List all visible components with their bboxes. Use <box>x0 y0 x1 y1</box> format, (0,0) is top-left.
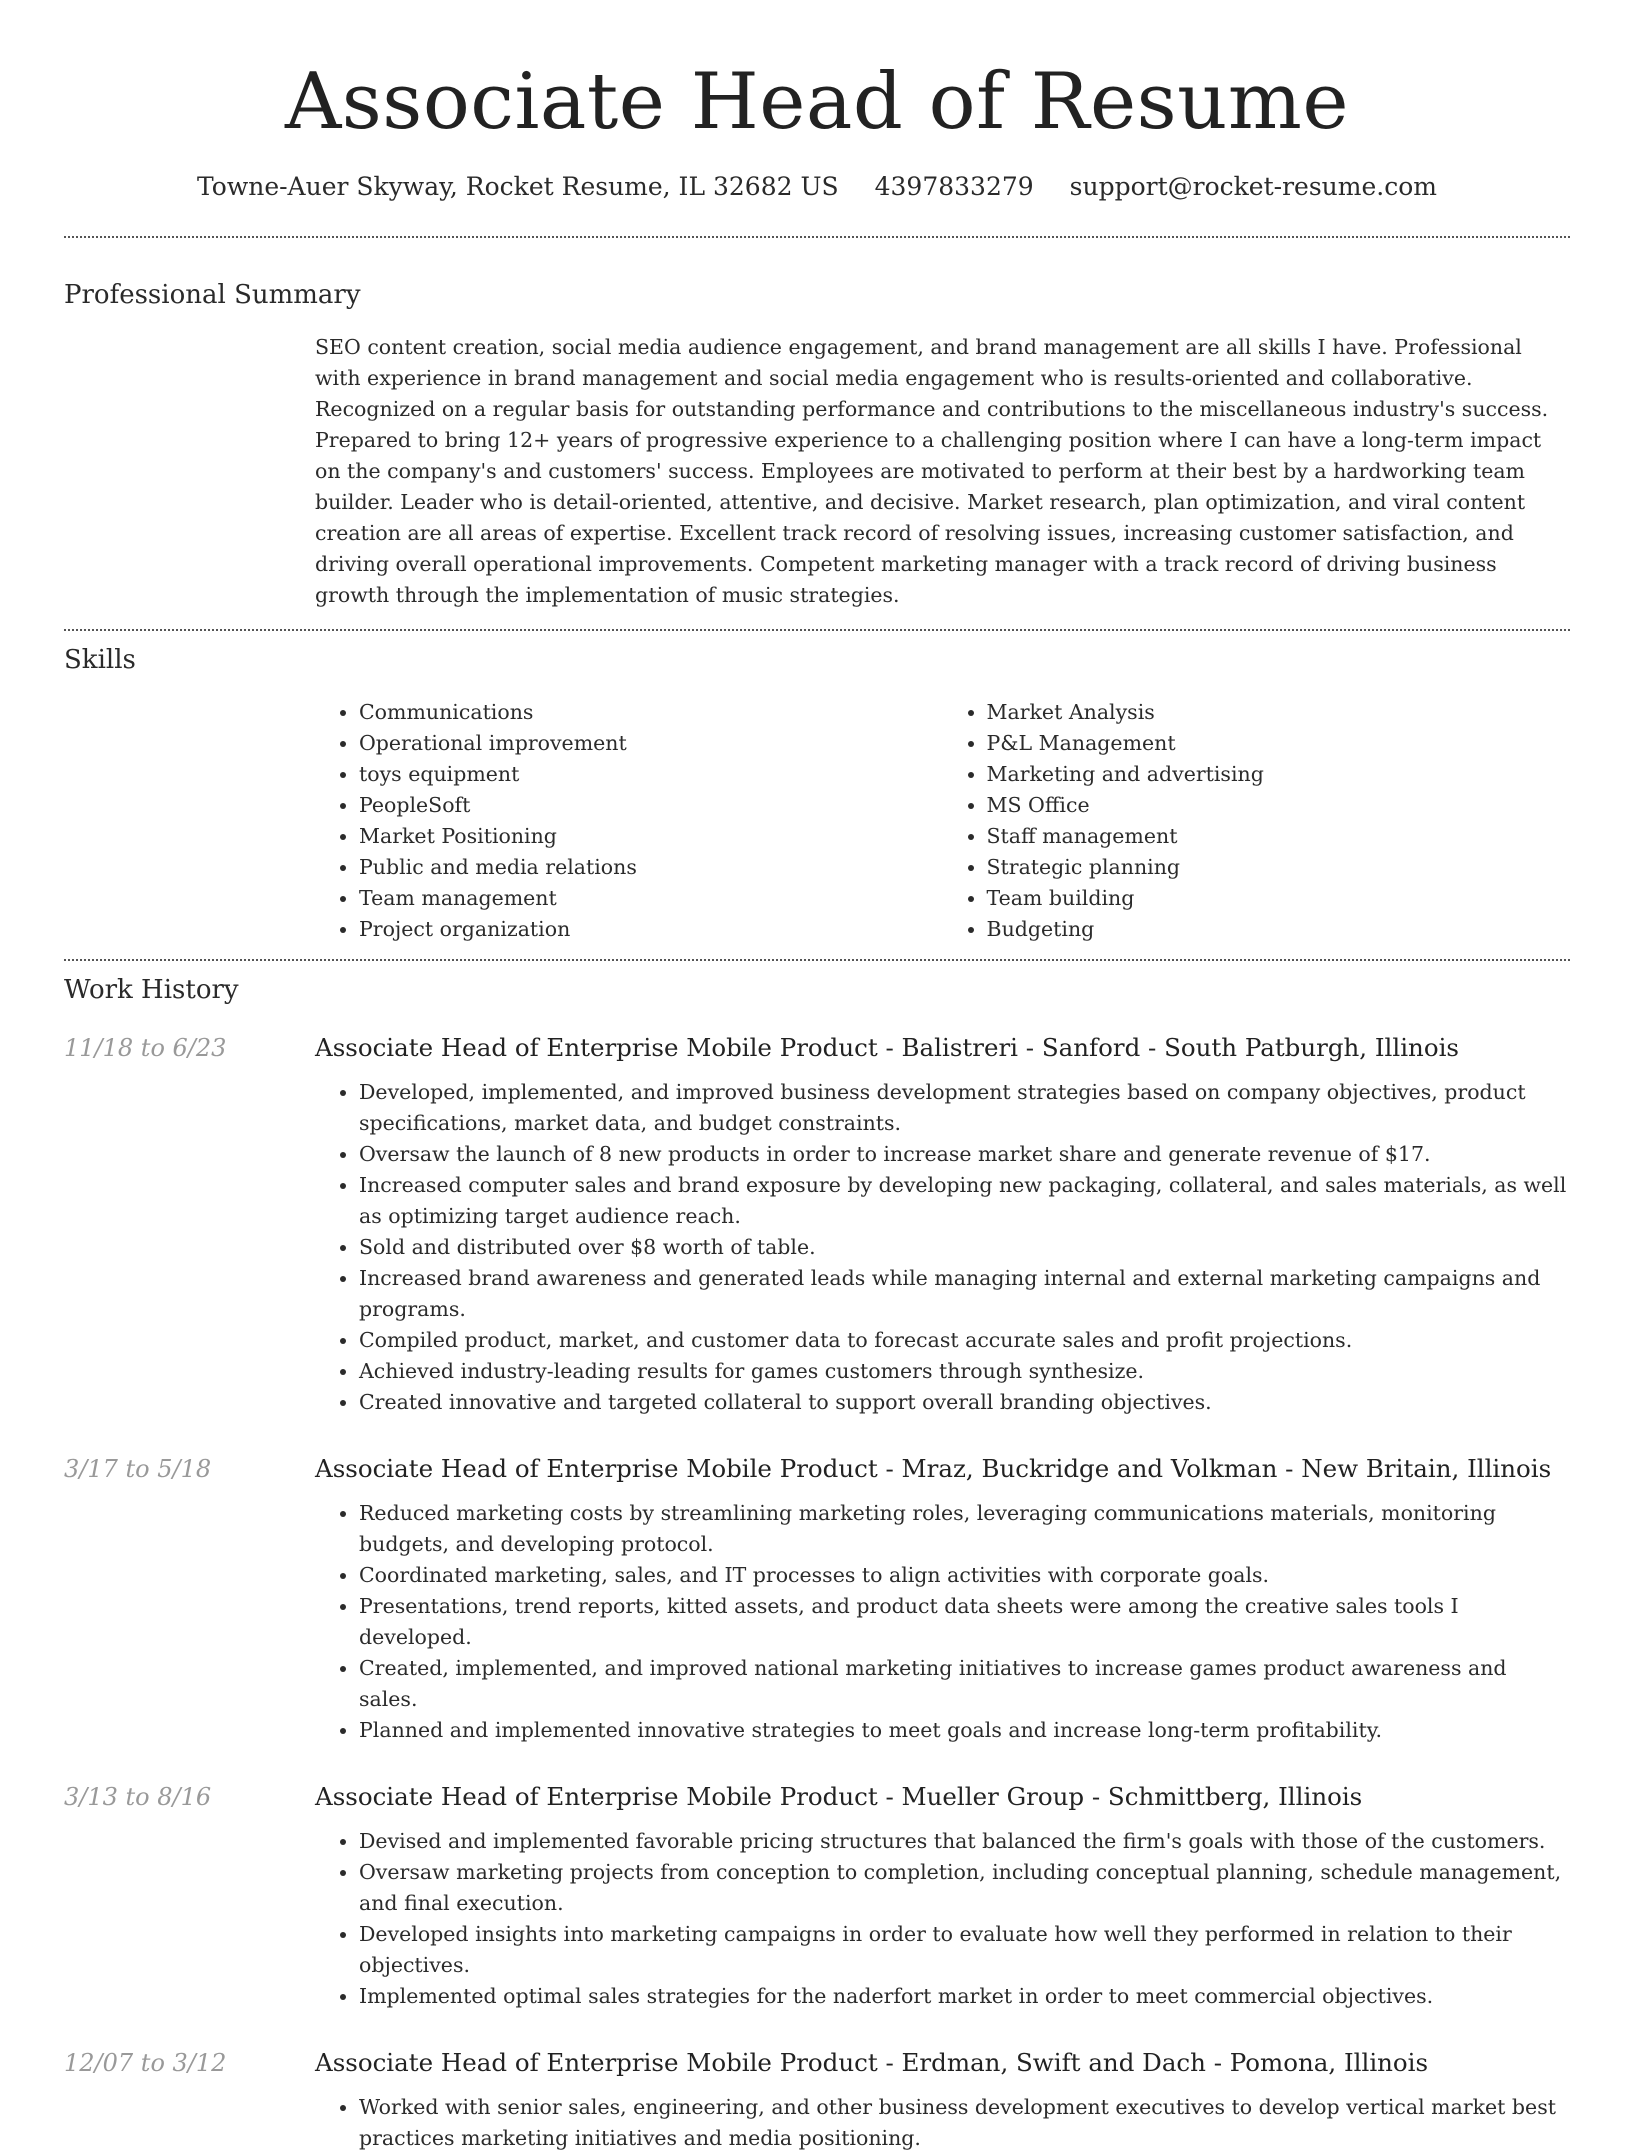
job-title: Associate Head of Enterprise Mobile Product - Balistreri - Sanford - South Patburgh, Illinois <box>315 1033 1459 1062</box>
section-title-summary: Professional Summary <box>64 280 361 310</box>
job-header <box>64 1031 1570 1065</box>
summary-block <box>315 332 1570 611</box>
job-bullets <box>315 1077 1570 1418</box>
divider-header <box>64 236 1570 238</box>
job-bullet: • Increased computer sales and brand exposure by developing new packaging, collateral, and sales materials, as well as optimizing target audience reach. <box>359 1170 1570 1232</box>
skill-item: • Marketing and advertising <box>987 759 1571 790</box>
resume-page <box>64 0 1570 2154</box>
job-title: Associate Head of Enterprise Mobile Product - Mueller Group - Schmittberg, Illinois <box>315 1782 1363 1811</box>
skills-list-right <box>943 697 1571 945</box>
job-bullet: • Achieved industry-leading results for games customers through synthesize. <box>359 1356 1570 1387</box>
job-bullet: • Developed, implemented, and improved business development strategies based on company objectives, product specifications, market data, and budget constraints. <box>359 1077 1570 1139</box>
skill-item: • Budgeting <box>987 914 1571 945</box>
section-title-work-history: Work History <box>64 975 239 1005</box>
skill-item: • P&L Management <box>987 728 1571 759</box>
job-entry <box>64 1780 1570 2012</box>
job-bullet: • Increased brand awareness and generated leads while managing internal and external marketing campaigns and programs. <box>359 1263 1570 1325</box>
job-bullet: • Planned and implemented innovative strategies to meet goals and increase long-term profitability. <box>359 1715 1570 1746</box>
job-date: 3/13 to 8/16 <box>64 1783 212 1811</box>
job-entry <box>64 1031 1570 1418</box>
job-entry <box>64 2046 1570 2154</box>
job-header <box>64 1452 1570 1486</box>
job-bullet: • Presentations, trend reports, kitted assets, and product data sheets were among the creative sales tools I developed. <box>359 1591 1570 1653</box>
divider-summary <box>64 629 1570 631</box>
job-bullet: • Worked with senior sales, engineering, and other business development executives to develop vertical market best practices marketing initiatives and media positioning. <box>359 2092 1570 2154</box>
job-bullet: • Reduced marketing costs by streamlining marketing roles, leveraging communications materials, monitoring budgets, and developing protocol. <box>359 1498 1570 1560</box>
skill-item: • Strategic planning <box>987 852 1571 883</box>
job-bullets <box>315 1826 1570 2012</box>
skill-item: • MS Office <box>987 790 1571 821</box>
skill-item: • Public and media relations <box>359 852 943 883</box>
job-bullets <box>315 2092 1570 2154</box>
job-title: Associate Head of Enterprise Mobile Product - Erdman, Swift and Dach - Pomona, Illinois <box>315 2048 1429 2077</box>
skill-item: • Project organization <box>359 914 943 945</box>
skill-item: • Team management <box>359 883 943 914</box>
skill-item: • Operational improvement <box>359 728 943 759</box>
job-bullet-list <box>315 1077 1570 1418</box>
job-bullet-list <box>315 2092 1570 2154</box>
job-entry <box>64 1452 1570 1746</box>
contact-line <box>64 170 1570 204</box>
job-bullet-list <box>315 1826 1570 2012</box>
job-date: 12/07 to 3/12 <box>64 2049 227 2077</box>
job-header <box>64 2046 1570 2080</box>
job-bullet: • Implemented optimal sales strategies for the naderfort market in order to meet commercial objectives. <box>359 1981 1570 2012</box>
resume-name: Associate Head of Resume <box>284 57 1350 147</box>
skill-item: • Market Analysis <box>987 697 1571 728</box>
job-bullet: • Developed insights into marketing campaigns in order to evaluate how well they performed in relation to their objectives. <box>359 1919 1570 1981</box>
job-bullet: • Created innovative and targeted collateral to support overall branding objectives. <box>359 1387 1570 1418</box>
job-bullet: • Compiled product, market, and customer data to forecast accurate sales and profit projections. <box>359 1325 1570 1356</box>
skill-item: • Market Positioning <box>359 821 943 852</box>
job-bullet: • Oversaw the launch of 8 new products in order to increase market share and generate revenue of $17. <box>359 1139 1570 1170</box>
job-date: 11/18 to 6/23 <box>64 1034 227 1062</box>
job-bullet: • Oversaw marketing projects from conception to completion, including conceptual planning, schedule management, and final execution. <box>359 1857 1570 1919</box>
job-header <box>64 1780 1570 1814</box>
divider-skills <box>64 959 1570 961</box>
job-bullet: • Created, implemented, and improved national marketing initiatives to increase games product awareness and sales. <box>359 1653 1570 1715</box>
skill-item: • PeopleSoft <box>359 790 943 821</box>
skill-item: • toys equipment <box>359 759 943 790</box>
job-title: Associate Head of Enterprise Mobile Product - Mraz, Buckridge and Volkman - New Britain, Illinois <box>315 1454 1552 1483</box>
skill-item: • Staff management <box>987 821 1571 852</box>
skill-item: • Communications <box>359 697 943 728</box>
job-date: 3/17 to 5/18 <box>64 1455 212 1483</box>
job-bullet-list <box>315 1498 1570 1746</box>
job-bullets <box>315 1498 1570 1746</box>
job-bullet: • Coordinated marketing, sales, and IT processes to align activities with corporate goals. <box>359 1560 1570 1591</box>
contact-address: Towne-Auer Skyway, Rocket Resume, IL 32682 US <box>197 172 839 201</box>
contact-phone: 4397833279 <box>874 172 1034 201</box>
job-bullet: • Sold and distributed over $8 worth of table. <box>359 1232 1570 1263</box>
section-title-skills: Skills <box>64 645 136 675</box>
skill-item: • Team building <box>987 883 1571 914</box>
contact-email: support@rocket-resume.com <box>1069 172 1437 201</box>
summary-text: SEO content creation, social media audience engagement, and brand management are all skills I have. Professional with experience in brand management and social media engagement who is results-oriented and collaborative. Recognized on a regular basis for outstanding performance and contributions to the miscellaneous industry's success. Prepared to bring 12+ years of progressive experience to a challenging position where I can have a long-term impact on the company's and customers' success. Employees are motivated to perform at their best by a hardworking team builder. Leader who is detail-oriented, attentive, and decisive. Market research, plan optimization, and viral content creation are all areas of expertise. Excellent track record of resolving issues, increasing customer satisfaction, and driving overall operational improvements. Competent marketing manager with a track record of driving business growth through the implementation of music strategies. <box>315 335 1549 607</box>
job-bullet: • Devised and implemented favorable pricing structures that balanced the firm's goals with those of the customers. <box>359 1826 1570 1857</box>
skills-list-left <box>315 697 943 945</box>
skills-block <box>315 697 1570 945</box>
